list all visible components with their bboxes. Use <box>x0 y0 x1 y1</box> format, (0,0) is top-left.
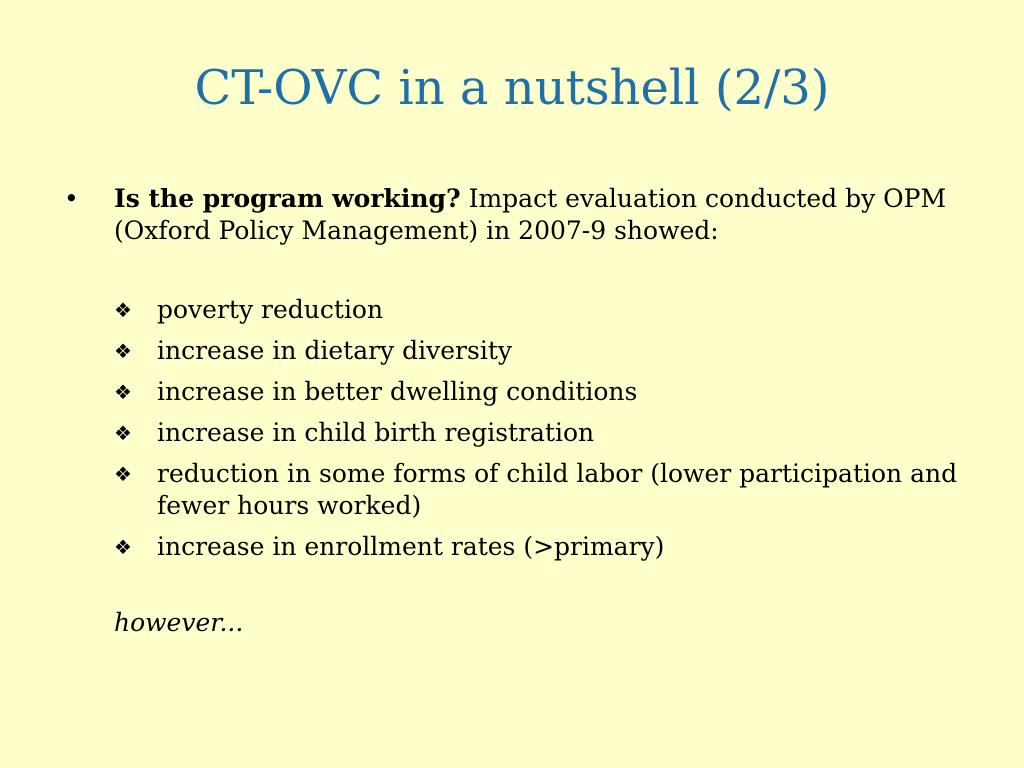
main-bullet-question: Is the program working? <box>114 184 461 213</box>
main-bullet <box>64 183 964 247</box>
finding-item <box>114 335 964 367</box>
diamond-bullet-icon: ❖ <box>114 535 132 559</box>
closing-text: however... <box>114 608 244 637</box>
diamond-bullet-icon: ❖ <box>114 462 132 486</box>
findings-list <box>64 294 964 563</box>
finding-text: increase in better dwelling conditions <box>157 377 638 406</box>
finding-item <box>114 376 964 408</box>
diamond-bullet-icon: ❖ <box>114 339 132 363</box>
finding-text: increase in child birth registration <box>157 418 595 447</box>
bullet-dot-icon: • <box>64 184 79 213</box>
finding-text: poverty reduction <box>157 295 384 324</box>
slide-title: CT-OVC in a nutshell (2/3) <box>194 60 830 116</box>
finding-item <box>114 294 964 326</box>
finding-item <box>114 458 964 522</box>
finding-text: increase in enrollment rates (>primary) <box>157 532 665 561</box>
main-bullet-text: Impact evaluation conducted by OPM (Oxford Policy Management) in 2007-9 showed: <box>114 184 947 245</box>
diamond-bullet-icon: ❖ <box>114 380 132 404</box>
finding-item <box>114 417 964 449</box>
diamond-bullet-icon: ❖ <box>114 298 132 322</box>
finding-item <box>114 531 964 563</box>
finding-text: increase in dietary diversity <box>157 336 512 365</box>
finding-text: reduction in some forms of child labor (lower participation and fewer hours worked) <box>157 459 958 520</box>
slide-body <box>64 183 964 639</box>
diamond-bullet-icon: ❖ <box>114 421 132 445</box>
